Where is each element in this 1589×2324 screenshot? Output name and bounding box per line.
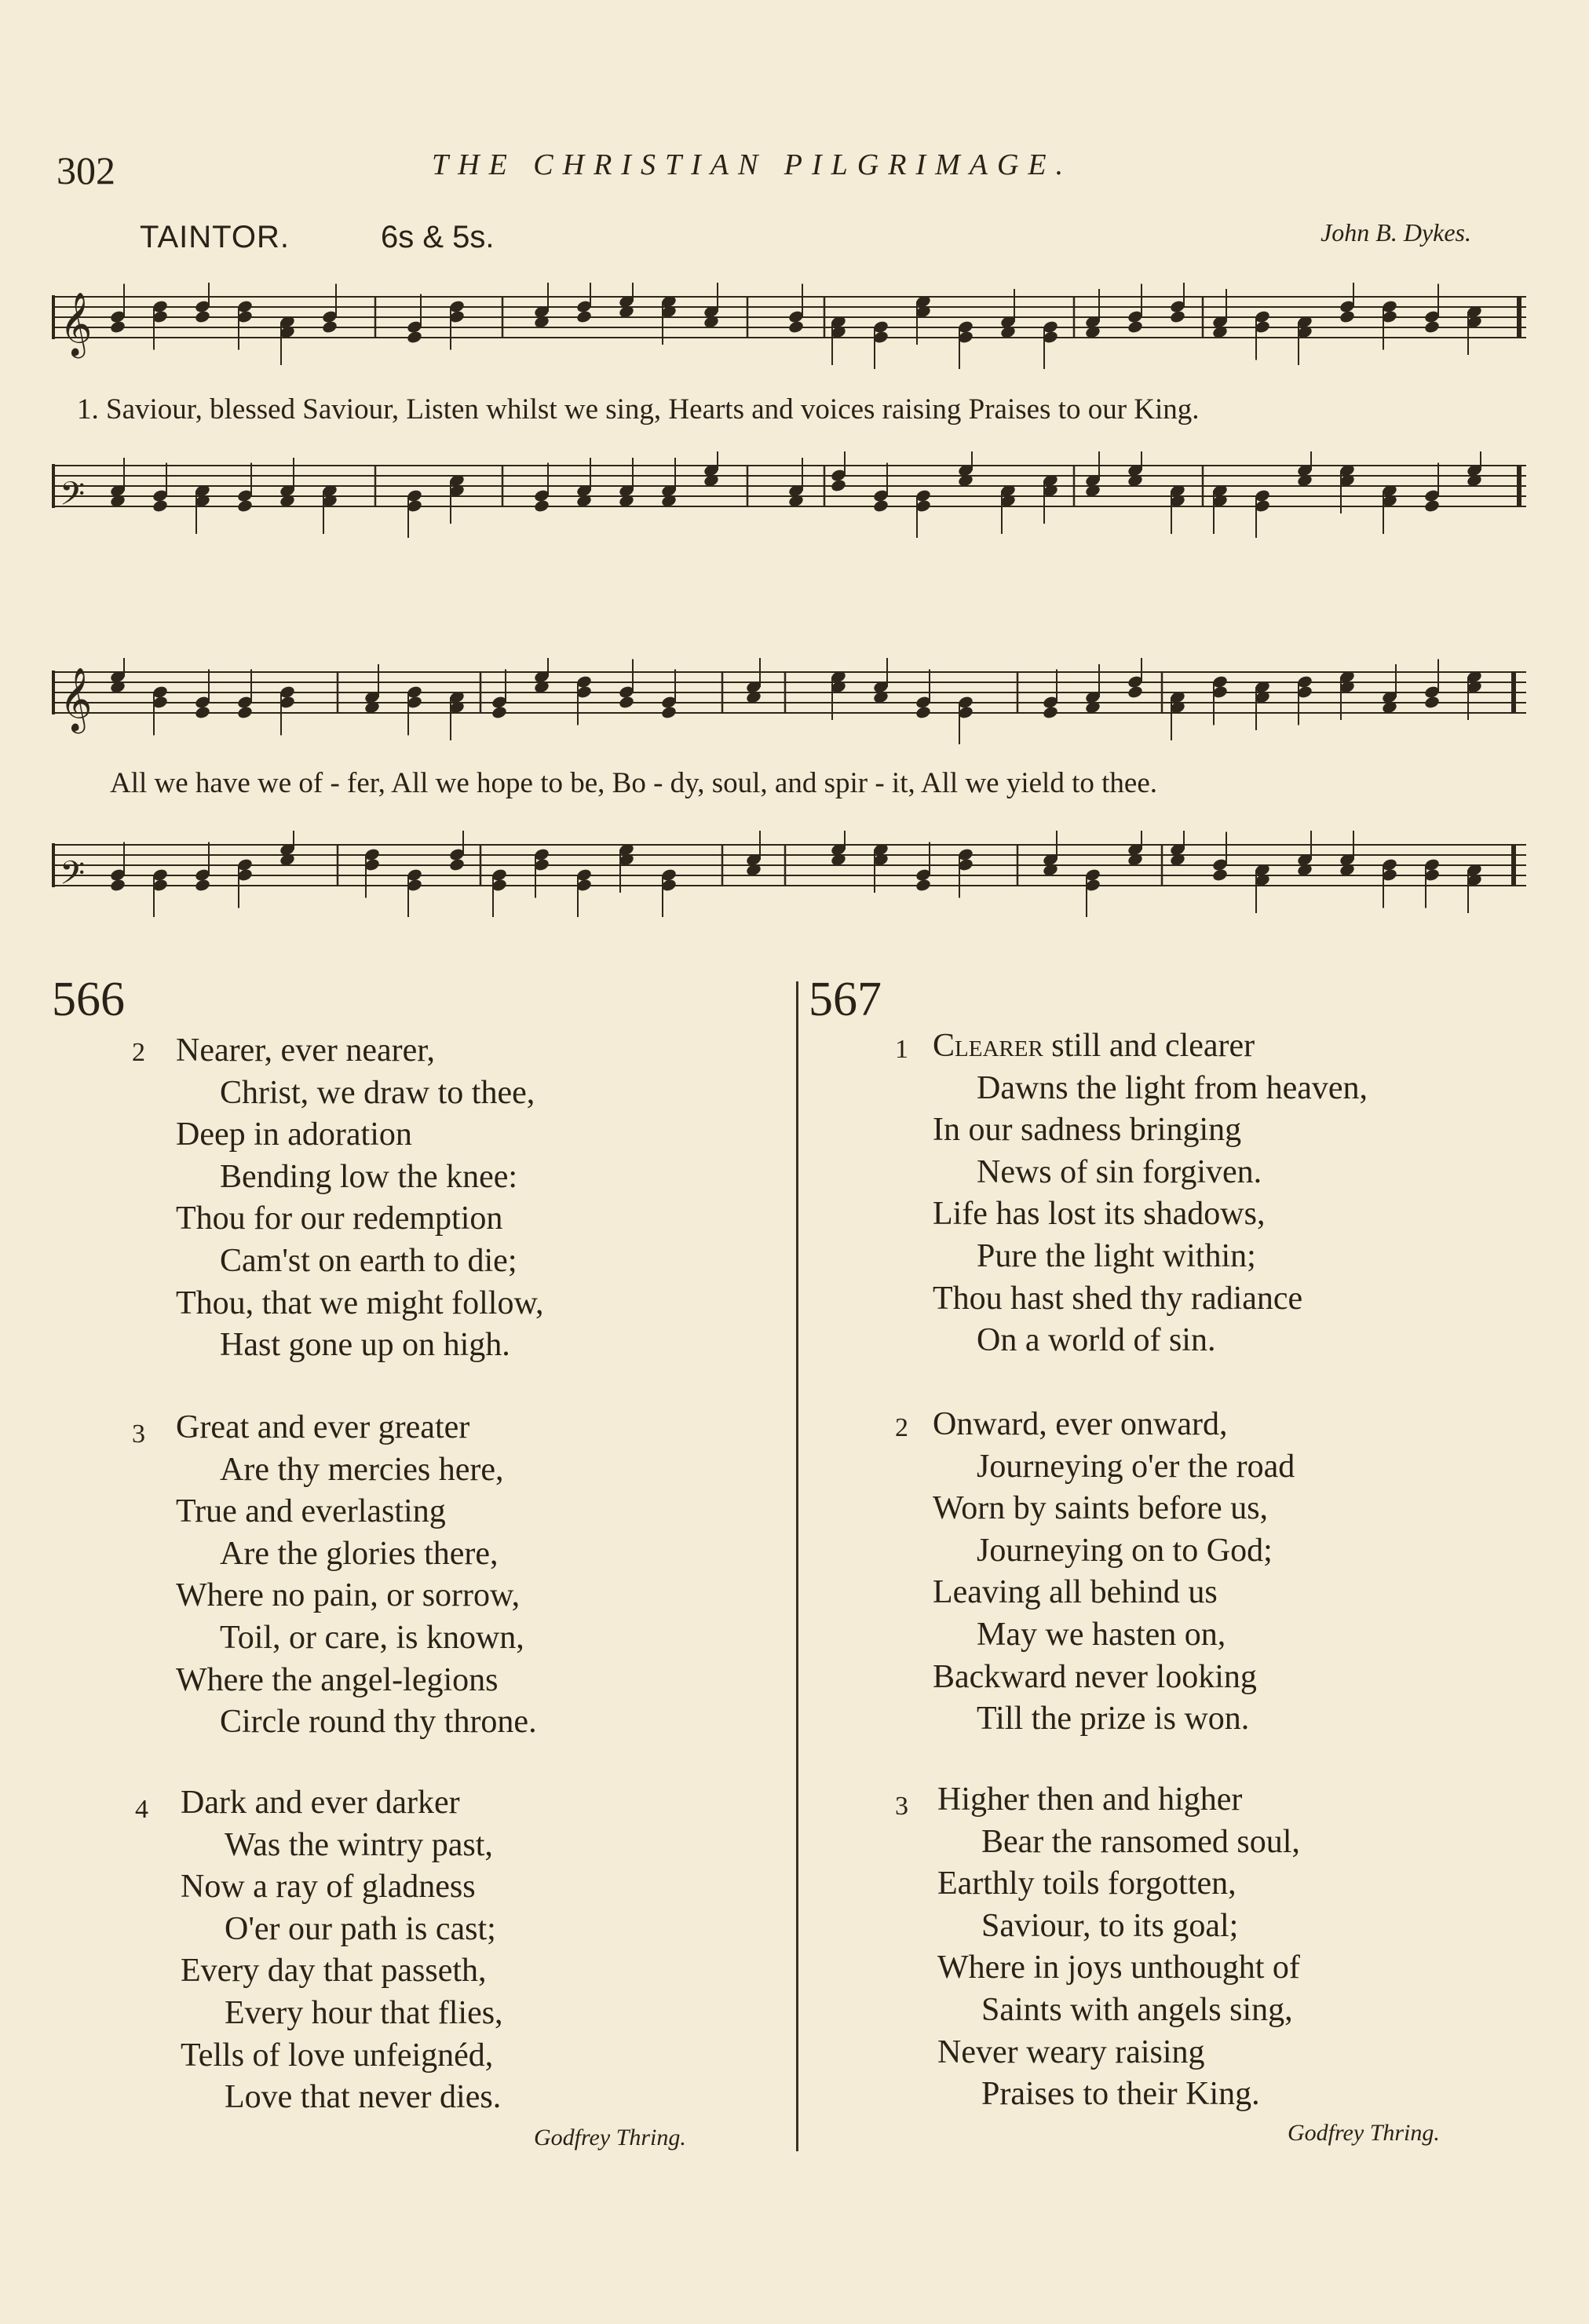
stanza-566-3 bbox=[176, 1407, 537, 1744]
bass-clef-icon: 𝄢 bbox=[60, 854, 86, 900]
hymn-number-567: 567 bbox=[809, 973, 882, 1026]
verse-line: Onward, ever onward, bbox=[933, 1406, 1228, 1442]
page-number: 302 bbox=[57, 148, 115, 192]
stanza-567-2 bbox=[933, 1404, 1295, 1741]
verse-line: Love that never dies. bbox=[225, 2079, 502, 2116]
verse-line: Every hour that flies, bbox=[225, 1994, 503, 2031]
verse-line: Where no pain, or sorrow, bbox=[176, 1577, 521, 1614]
note-head bbox=[915, 878, 932, 893]
music-staff-bass-2 bbox=[0, 831, 1589, 917]
note-head bbox=[109, 878, 126, 893]
verse-line: Tells of love unfeignéd, bbox=[181, 2037, 494, 2074]
verse-line: Life has lost its shadows, bbox=[933, 1196, 1266, 1233]
verse-line: Now a ray of gladness bbox=[181, 1869, 476, 1906]
note-head bbox=[787, 320, 805, 334]
verse-line: Earthly toils forgotten, bbox=[937, 1865, 1236, 1902]
stanza-567-3 bbox=[937, 1779, 1300, 2116]
verse-line: Journeying o'er the road bbox=[977, 1448, 1295, 1485]
verse-line: Till the prize is won. bbox=[977, 1701, 1250, 1738]
note-head bbox=[1423, 499, 1441, 513]
note-head bbox=[1042, 705, 1059, 720]
verse-line: Circle round thy throne. bbox=[220, 1704, 537, 1741]
stanza-number: 1 bbox=[895, 1035, 908, 1064]
stanza-566-2 bbox=[176, 1030, 544, 1367]
verse-line: Nearer, ever nearer, bbox=[176, 1032, 436, 1069]
note-head bbox=[1211, 868, 1229, 882]
verse-line: Toil, or care, is known, bbox=[220, 1619, 524, 1656]
verse-line: Never weary raising bbox=[937, 2034, 1205, 2070]
verse-line: Great and ever greater bbox=[176, 1409, 470, 1445]
note-head bbox=[1423, 695, 1441, 710]
note-head bbox=[1127, 320, 1144, 334]
verse-line: News of sin forgiven. bbox=[977, 1153, 1262, 1190]
tune-meter: 6s & 5s. bbox=[381, 220, 495, 254]
stanza-567-1 bbox=[933, 1025, 1368, 1362]
note-head bbox=[872, 499, 889, 513]
note-head bbox=[618, 695, 635, 710]
verse-line: Where the angel-legions bbox=[176, 1661, 499, 1698]
note-head bbox=[1169, 309, 1186, 324]
verse-line: Saviour, to its goal; bbox=[981, 1907, 1239, 1944]
note-head bbox=[1339, 309, 1356, 324]
note-head bbox=[915, 705, 932, 720]
verse-line: True and everlasting bbox=[176, 1493, 446, 1530]
verse-line: Leaving all behind us bbox=[933, 1574, 1218, 1611]
note-head bbox=[533, 499, 550, 513]
verse-line: In our sadness bringing bbox=[933, 1112, 1242, 1149]
note-head bbox=[109, 320, 126, 334]
verse-line: Dawns the light from heaven, bbox=[977, 1069, 1368, 1106]
verse-line: Christ, we draw to thee, bbox=[220, 1074, 535, 1111]
note-head bbox=[236, 499, 254, 513]
verse-line: O'er our path is cast; bbox=[225, 1910, 496, 1947]
note-head bbox=[321, 320, 338, 334]
verse-line: Hast gone up on high. bbox=[220, 1327, 510, 1364]
verse-line: Pure the light within; bbox=[977, 1237, 1256, 1274]
note-head bbox=[660, 705, 678, 720]
note-head bbox=[575, 309, 593, 324]
verse-line: Cam'st on earth to die; bbox=[220, 1242, 517, 1279]
verse-line bbox=[933, 1025, 1368, 1068]
treble-clef-icon: 𝄞 bbox=[60, 291, 93, 356]
music-staff-bass-1 bbox=[0, 451, 1589, 538]
stanza-number: 4 bbox=[135, 1795, 148, 1824]
verse-line: Are thy mercies here, bbox=[220, 1451, 504, 1488]
bass-clef-icon: 𝄢 bbox=[60, 475, 86, 521]
drop-word: Clearer bbox=[933, 1028, 1043, 1064]
stanza-number: 3 bbox=[132, 1420, 145, 1449]
treble-clef-icon: 𝄞 bbox=[60, 667, 93, 731]
verse-line: Thou, that we might follow, bbox=[176, 1284, 544, 1321]
verse-line: Backward never looking bbox=[933, 1658, 1257, 1695]
note-head bbox=[194, 309, 211, 324]
note-head bbox=[491, 705, 508, 720]
verse-line: May we hasten on, bbox=[977, 1616, 1226, 1653]
verse-line: On a world of sin. bbox=[977, 1322, 1216, 1359]
note-head bbox=[406, 330, 423, 345]
tune-name: TAINTOR. bbox=[140, 220, 290, 254]
note-head bbox=[830, 478, 847, 493]
composer: John B. Dykes. bbox=[1321, 218, 1471, 247]
verse-line: Praises to their King. bbox=[981, 2076, 1260, 2113]
verse-line: Saints with angels sing, bbox=[981, 1991, 1293, 2028]
hymn-number-566: 566 bbox=[52, 973, 125, 1026]
verse-line: Thou for our redemption bbox=[176, 1200, 503, 1237]
column-divider bbox=[796, 981, 798, 2151]
verse-line: Was the wintry past, bbox=[225, 1826, 493, 1863]
running-title: THE CHRISTIAN PILGRIMAGE. bbox=[432, 148, 1073, 181]
stanza-number: 2 bbox=[132, 1038, 145, 1067]
verse-line: Every day that passeth, bbox=[181, 1953, 487, 1990]
verse-line: Bear the ransomed soul, bbox=[981, 1823, 1300, 1860]
note-head bbox=[152, 499, 169, 513]
stanza-number: 2 bbox=[895, 1413, 908, 1442]
verse-line: Where in joys unthought of bbox=[937, 1949, 1300, 1986]
verse-line: Worn by saints before us, bbox=[933, 1490, 1269, 1527]
note-head bbox=[1423, 320, 1441, 334]
note-head bbox=[448, 857, 466, 872]
verse-line: Bending low the knee: bbox=[220, 1158, 518, 1195]
verse-line: Thou hast shed thy radiance bbox=[933, 1280, 1303, 1317]
author-566: Godfrey Thring. bbox=[534, 2125, 686, 2150]
author-567: Godfrey Thring. bbox=[1288, 2120, 1440, 2146]
verse-line: Higher then and higher bbox=[937, 1781, 1243, 1818]
verse-line-rest: still and clearer bbox=[1043, 1028, 1255, 1064]
music-staff-treble-2 bbox=[0, 658, 1589, 744]
stanza-566-4 bbox=[181, 1782, 503, 2119]
verse-line: Are the glories there, bbox=[220, 1535, 499, 1572]
stanza-number: 3 bbox=[895, 1792, 908, 1821]
lyric-line-1: 1. Saviour, blessed Saviour, Listen whilst we sing, Hearts and voices raising Praises to our King. bbox=[77, 393, 1200, 426]
verse-line: Deep in adoration bbox=[176, 1116, 412, 1153]
lyric-line-2: All we have we of - fer, All we hope to be, Bo - dy, soul, and spir - it, All we yield to thee. bbox=[110, 767, 1157, 799]
music-staff-treble-1 bbox=[0, 283, 1589, 369]
note-head bbox=[194, 705, 211, 720]
note-head bbox=[194, 878, 211, 893]
note-head bbox=[1127, 685, 1144, 700]
verse-line: Dark and ever darker bbox=[181, 1785, 460, 1821]
note-head bbox=[236, 705, 254, 720]
verse-line: Journeying on to God; bbox=[977, 1532, 1273, 1569]
